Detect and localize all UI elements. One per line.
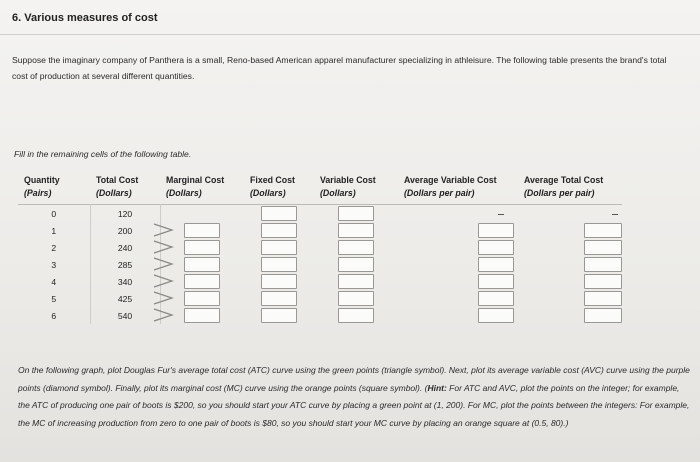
- avc-input[interactable]: [478, 257, 514, 272]
- fixed-cost-cell: [244, 290, 314, 307]
- table-row: [18, 290, 622, 307]
- quantity-cell: 3: [18, 256, 90, 273]
- variable-cost-cell: [314, 290, 398, 307]
- title-divider: [0, 34, 700, 35]
- variable-cost-cell: [314, 205, 398, 223]
- header-fixed-cost: Fixed Cost (Dollars): [250, 175, 295, 198]
- fixed-cost-input[interactable]: [261, 206, 297, 221]
- fixed-cost-input[interactable]: [261, 274, 297, 289]
- variable-cost-cell: [314, 239, 398, 256]
- quantity-cell: 2: [18, 239, 90, 256]
- atc-cell: [518, 239, 622, 256]
- fixed-cost-input[interactable]: [261, 291, 297, 306]
- quantity-cell: 1: [18, 222, 90, 239]
- variable-cost-cell: [314, 307, 398, 324]
- avc-input[interactable]: [478, 291, 514, 306]
- variable-cost-input[interactable]: [338, 257, 374, 272]
- marginal-cost-input[interactable]: [184, 257, 220, 272]
- fixed-cost-cell: [244, 273, 314, 290]
- fixed-cost-input[interactable]: [261, 308, 297, 323]
- atc-input[interactable]: [584, 274, 622, 289]
- table-row: [18, 239, 622, 256]
- avc-input[interactable]: [478, 274, 514, 289]
- graph-instructions: On the following graph, plot Douglas Fur's average total cost (ATC) curve using the green points (triangle symbol). Next, plot its average variable cost (AVC) curve using the purple points (diamond symbol). Finally, plot its marginal cost (MC) curve using the orange points (square symbol). (Hint: For ATC and AVC, plot the points on the integer; for example, the ATC of producing one pair of boots is $200, so you should start your ATC curve by placing a green point at (1, 200). For MC, plot the points between the integers: For example, the MC of increasing production from zero to one pair of boots is $80, so you should start your MC curve by placing an orange square at (0.5, 80).): [18, 365, 690, 428]
- total-cost-cell: 340: [90, 273, 160, 290]
- fixed-cost-input[interactable]: [261, 240, 297, 255]
- avc-na-cell: [398, 205, 518, 223]
- variable-cost-input[interactable]: [338, 308, 374, 323]
- quantity-cell: 6: [18, 307, 90, 324]
- avc-cell: [398, 307, 518, 324]
- variable-cost-cell: [314, 256, 398, 273]
- header-marginal-cost: Marginal Cost (Dollars): [166, 175, 225, 198]
- table-row: [18, 205, 622, 223]
- fixed-cost-cell: [244, 222, 314, 239]
- fixed-cost-input[interactable]: [261, 257, 297, 272]
- header-average-variable-cost: Average Variable Cost (Dollars per pair): [404, 175, 497, 198]
- quantity-cell: 5: [18, 290, 90, 307]
- variable-cost-input[interactable]: [338, 223, 374, 238]
- marginal-cost-cell: [160, 205, 244, 223]
- variable-cost-cell: [314, 222, 398, 239]
- quantity-cell: 4: [18, 273, 90, 290]
- marginal-cost-input[interactable]: [184, 240, 220, 255]
- fixed-cost-cell: [244, 239, 314, 256]
- table-header-row: [18, 171, 622, 205]
- avc-input[interactable]: [478, 223, 514, 238]
- variable-cost-input[interactable]: [338, 274, 374, 289]
- total-cost-cell: 540: [90, 307, 160, 324]
- chevron-right-icon: [148, 273, 178, 289]
- avc-input[interactable]: [478, 240, 514, 255]
- atc-na-cell: [518, 205, 622, 223]
- variable-cost-input[interactable]: [338, 240, 374, 255]
- chevron-right-icon: [148, 307, 178, 323]
- fixed-cost-cell: [244, 256, 314, 273]
- intro-paragraph: Suppose the imaginary company of Panthera is a small, Reno-based American apparel manufacturer specializing in athleisure. The following table presents the brand's total cost of production at several different quantities.: [12, 55, 667, 81]
- avc-input[interactable]: [478, 308, 514, 323]
- header-variable-cost: Variable Cost (Dollars): [320, 175, 376, 198]
- chevron-right-icon: [148, 290, 178, 306]
- total-cost-cell: 200: [90, 222, 160, 239]
- marginal-cost-input[interactable]: [184, 291, 220, 306]
- fixed-cost-cell: [244, 307, 314, 324]
- atc-cell: [518, 307, 622, 324]
- fixed-cost-cell: [244, 205, 314, 223]
- avc-cell: [398, 256, 518, 273]
- table-row: [18, 256, 622, 273]
- header-total-cost: Total Cost (Dollars): [96, 175, 139, 198]
- avc-cell: [398, 239, 518, 256]
- chevron-right-icon: [148, 222, 178, 238]
- atc-cell: [518, 290, 622, 307]
- question-title: 6. Various measures of cost: [12, 12, 158, 24]
- atc-input[interactable]: [584, 240, 622, 255]
- avc-cell: [398, 273, 518, 290]
- table-row: [18, 222, 622, 239]
- total-cost-cell: 285: [90, 256, 160, 273]
- chevron-right-icon: [148, 239, 178, 255]
- total-cost-cell: 240: [90, 239, 160, 256]
- not-applicable-dash: [612, 214, 618, 215]
- atc-cell: [518, 256, 622, 273]
- variable-cost-input[interactable]: [338, 206, 374, 221]
- table-row: [18, 307, 622, 324]
- avc-cell: [398, 222, 518, 239]
- marginal-cost-input[interactable]: [184, 223, 220, 238]
- quantity-cell: 0: [18, 205, 90, 223]
- header-average-total-cost: Average Total Cost (Dollars per pair): [524, 175, 604, 198]
- atc-input[interactable]: [584, 291, 622, 306]
- marginal-cost-input[interactable]: [184, 308, 220, 323]
- variable-cost-cell: [314, 273, 398, 290]
- atc-cell: [518, 273, 622, 290]
- total-cost-cell: 120: [90, 205, 160, 223]
- fixed-cost-input[interactable]: [261, 223, 297, 238]
- marginal-cost-input[interactable]: [184, 274, 220, 289]
- variable-cost-input[interactable]: [338, 291, 374, 306]
- atc-input[interactable]: [584, 257, 622, 272]
- table-row: [18, 273, 622, 290]
- table-instruction: Fill in the remaining cells of the following table.: [14, 149, 192, 159]
- total-cost-cell: 425: [90, 290, 160, 307]
- chevron-right-icon: [148, 256, 178, 272]
- avc-cell: [398, 290, 518, 307]
- header-quantity: Quantity (Pairs): [24, 175, 60, 198]
- atc-cell: [518, 222, 622, 239]
- atc-input[interactable]: [584, 223, 622, 238]
- not-applicable-dash: [498, 214, 504, 215]
- atc-input[interactable]: [584, 308, 622, 323]
- cost-table: [18, 171, 622, 324]
